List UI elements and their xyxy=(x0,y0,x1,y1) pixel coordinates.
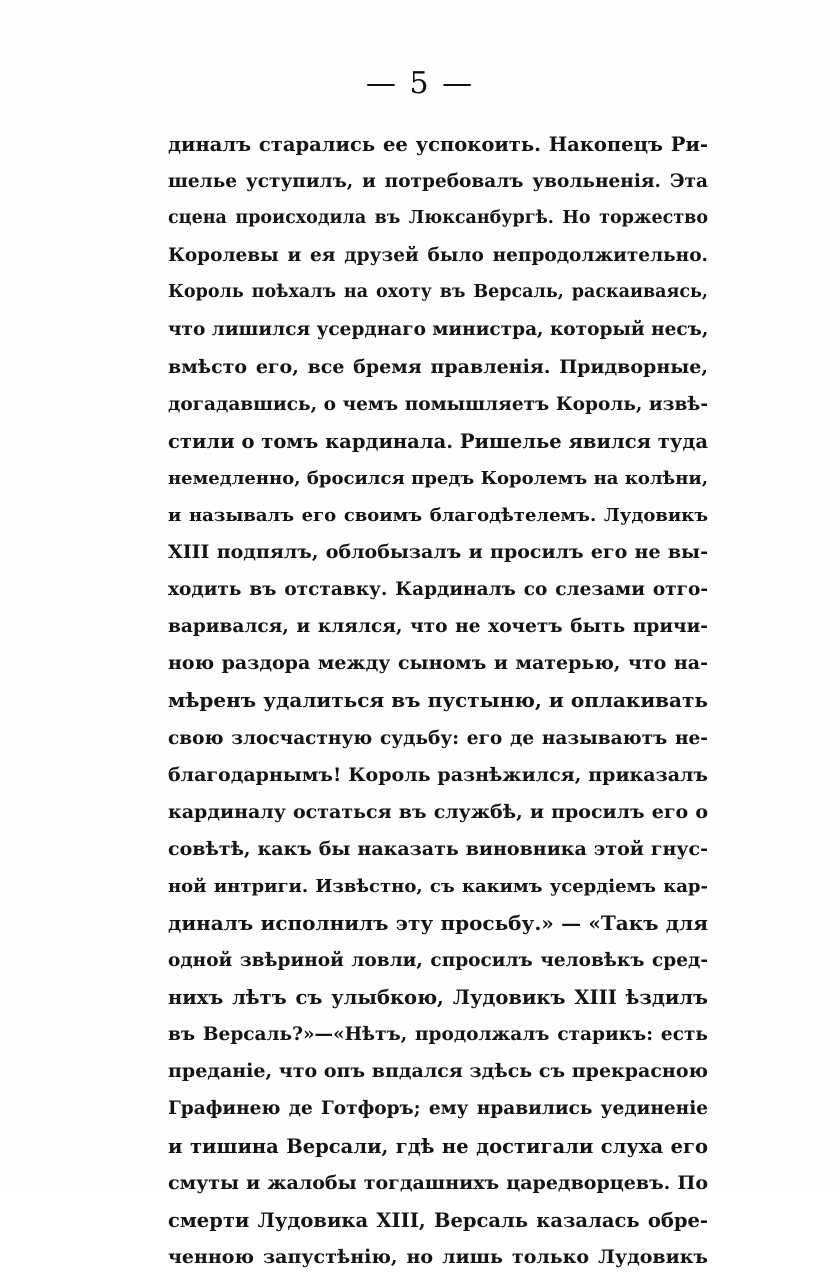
text-line: диналъ исполнилъ эту просьбу.» — «Такъ для xyxy=(168,910,708,935)
text-line: и называлъ его своимъ благодѣтелемъ. Лудовикъ xyxy=(168,504,708,526)
text-line: благодарнымъ! Король разнѣжился, приказалъ xyxy=(168,763,708,786)
text-line: ходить въ отставку. Кардиналъ со слезами отго- xyxy=(168,579,708,601)
text-line: XIII подпялъ, облобызалъ и просилъ его не вы- xyxy=(168,541,708,564)
text-line: мѣренъ удалиться въ пустыню, и оплакивать xyxy=(168,688,708,713)
text-line: кардиналу остаться въ службѣ, и просилъ его о xyxy=(168,800,708,823)
text-line: Король поѣхалъ на охоту въ Версаль, раскаиваясь, xyxy=(168,282,708,303)
text-line: смуты и жалобы тогдашнихъ царедворцевъ. По xyxy=(168,1171,708,1194)
body-text xyxy=(168,126,708,1276)
text-line: смерти Лудовика XIII, Версаль казалась обре- xyxy=(168,1208,708,1232)
text-line: вмѣсто его, все бремя правленія. Придворные, xyxy=(168,355,708,378)
text-line: Графинею де Готфоръ; ему нравились уединеніе xyxy=(168,1098,708,1120)
text-line: сцена происходила въ Люксанбургѣ. Но торжество xyxy=(168,208,708,229)
text-line: ной интриги. Извѣстно, съ какимъ усердіемъ кар- xyxy=(168,875,708,897)
text-line: и тишина Версали, гдѣ не достигали слуха его xyxy=(168,1134,708,1158)
text-line: ною раздора между сыномъ и матерью, что на- xyxy=(168,652,708,675)
text-line: варивался, и клялся, что не хочетъ быть причи- xyxy=(168,616,708,638)
text-line: въ Версаль?»—«Нѣтъ, продолжалъ старикъ: есть xyxy=(168,1024,708,1046)
page-number: — 5 — xyxy=(365,66,475,101)
text-line: шелье уступилъ, и потребовалъ увольненія. Эта xyxy=(168,171,708,193)
text-line: одной звѣриной ловли, спросилъ человѣкъ сред- xyxy=(168,950,708,972)
text-line: Королевы и ея друзей было непродолжительно. xyxy=(168,245,708,267)
text-line: ченною запустѣнію, но лишь только Лудовикъ xyxy=(168,1245,708,1268)
text-line: стили о томъ кардинала. Ришелье явился туда xyxy=(168,429,708,453)
text-line: догадавшись, о чемъ помышляетъ Король, извѣ- xyxy=(168,393,708,415)
text-line: совѣтѣ, какъ бы наказать виновника этой гнус- xyxy=(168,837,708,860)
text-line: свою злосчастную судьбу: его де называютъ не- xyxy=(168,727,708,749)
text-line: что лишился усерднаго министра, который несъ, xyxy=(168,319,708,341)
text-line: преданіе, что опъ впдался здѣсь съ прекрасною xyxy=(168,1060,708,1083)
text-line: нихъ лѣтъ съ улыбкою, Лудовикъ XIII ѣздилъ xyxy=(168,986,708,1010)
text-line: немедленно, бросился предъ Королемъ на колѣни, xyxy=(168,467,708,489)
text-line: диналъ старались ее успокоить. Накопецъ Ри- xyxy=(168,133,708,156)
